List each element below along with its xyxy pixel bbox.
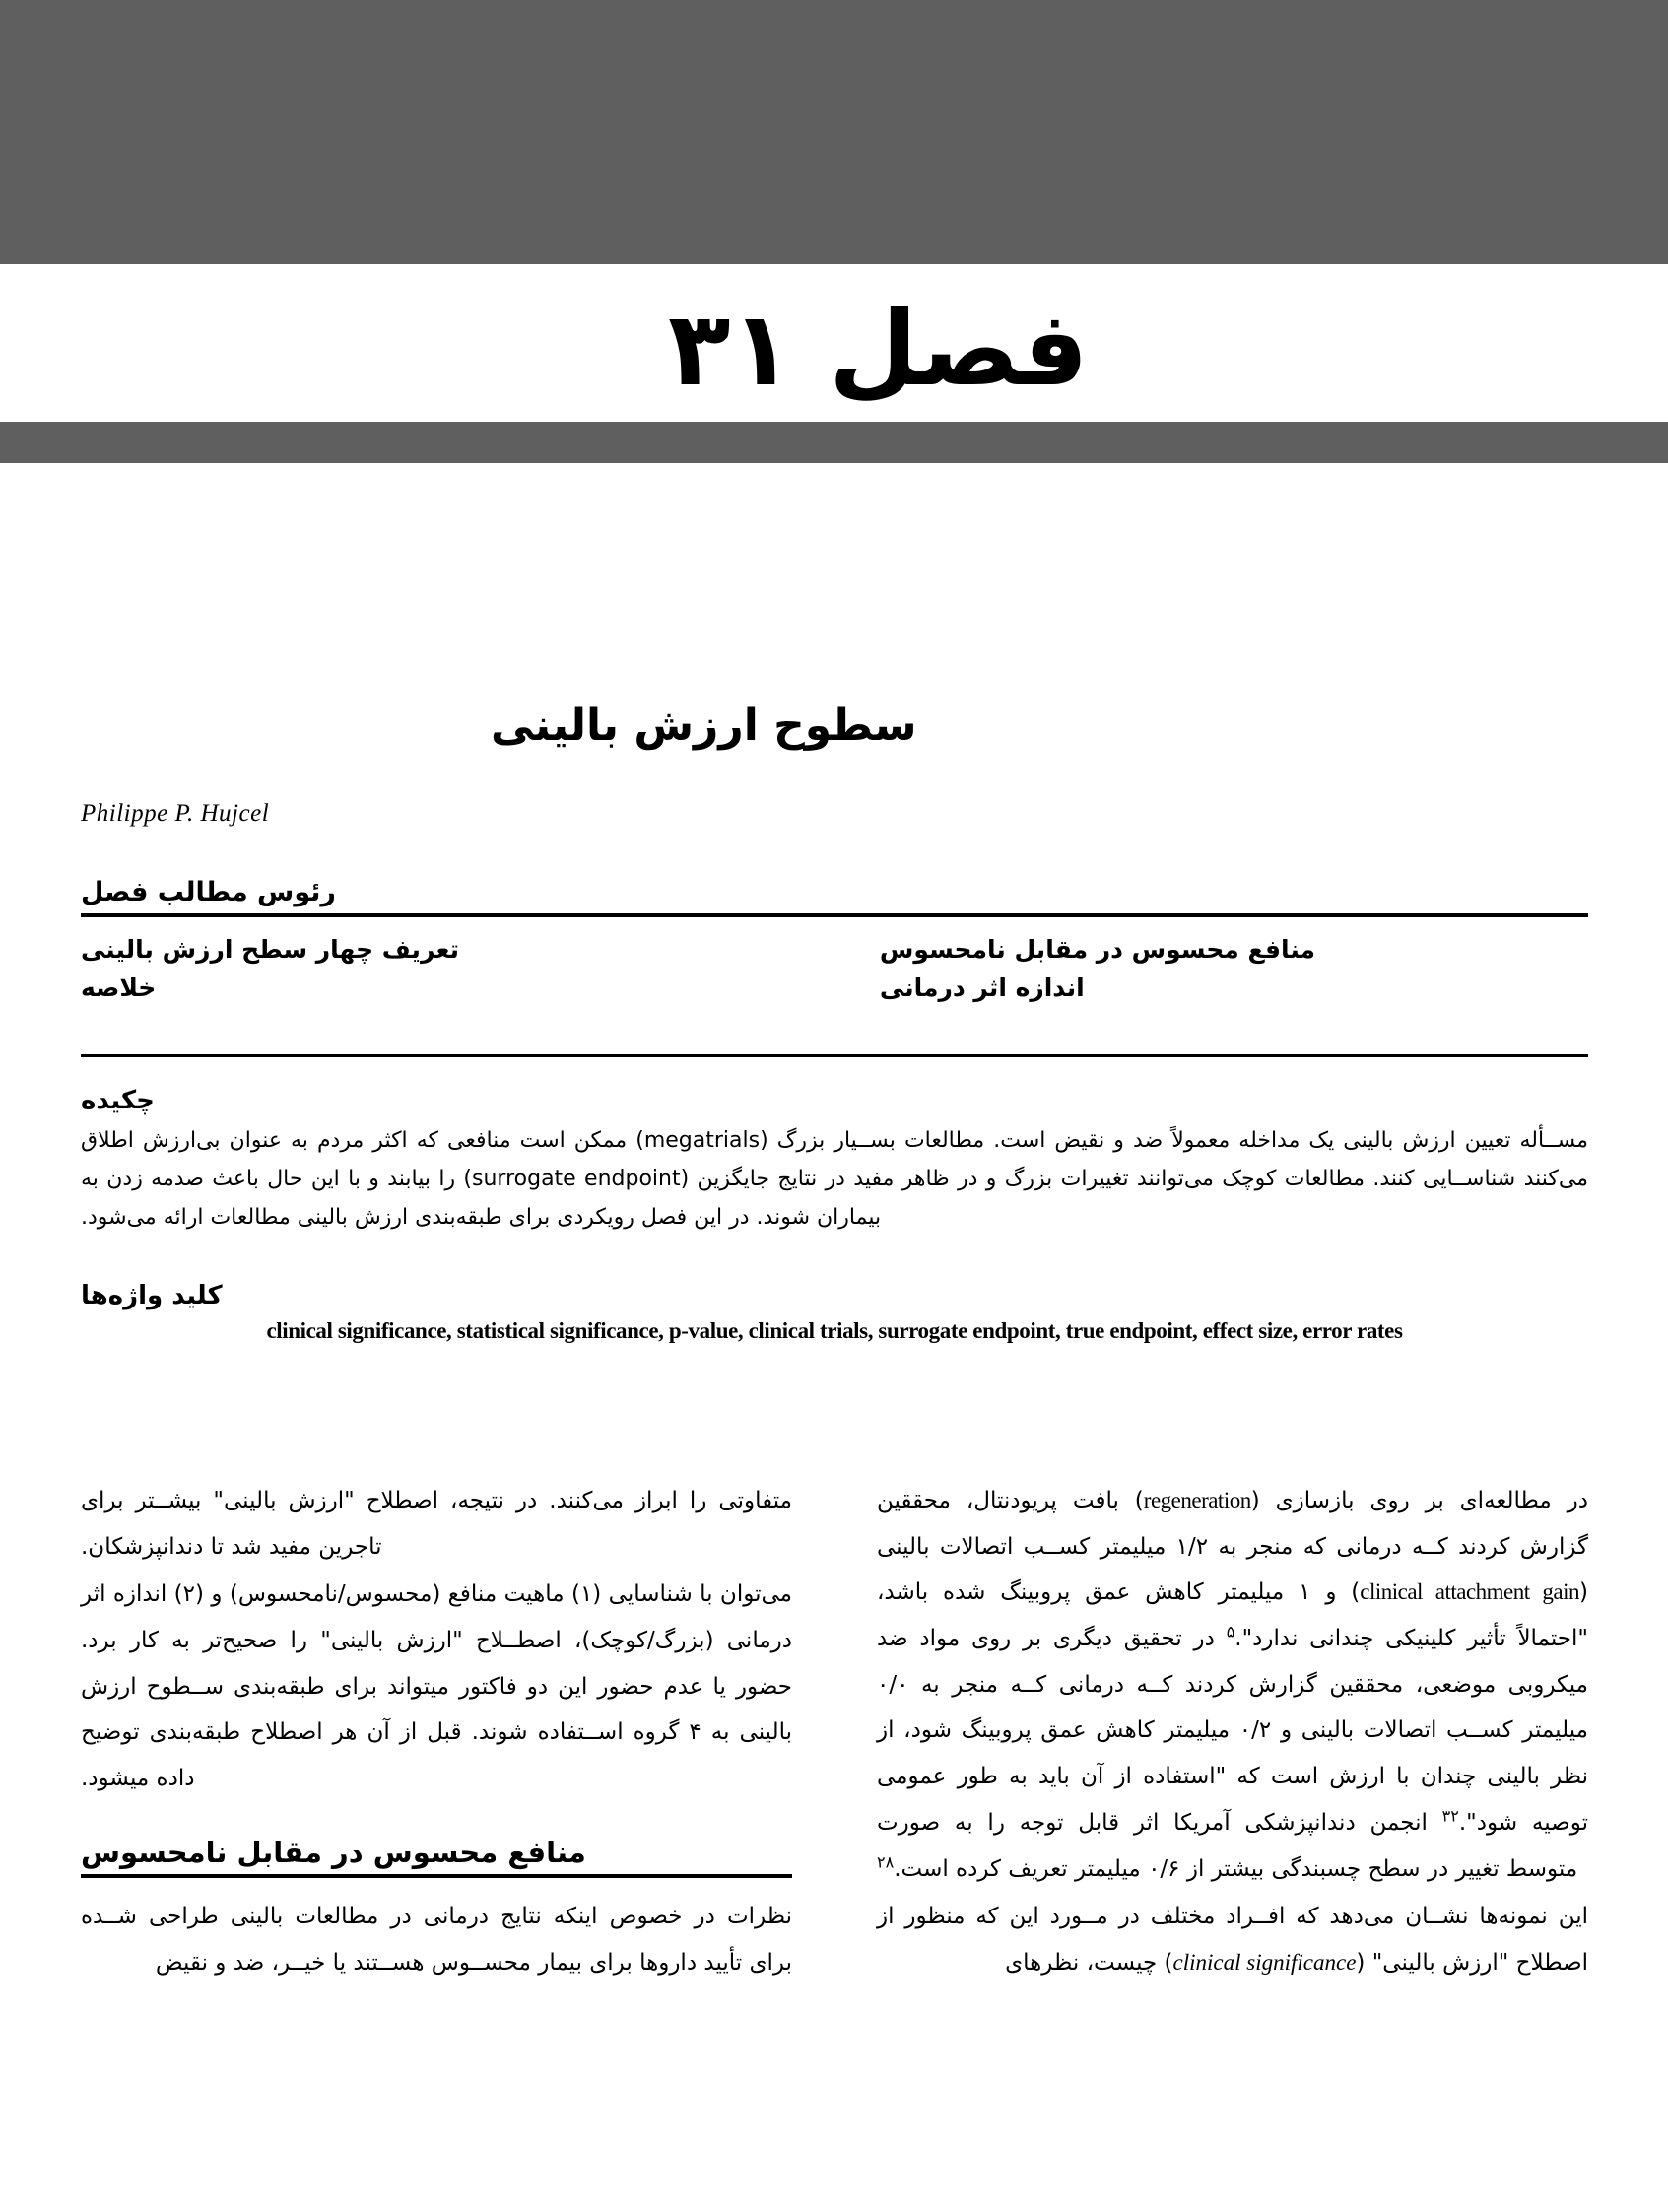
- outline-item-summary: خلاصه: [81, 972, 157, 1002]
- chapter-number: فصل ۳۱: [668, 289, 1089, 409]
- abstract-section: [81, 1086, 1588, 1237]
- keywords-list: clinical significance, statistical significance, p-value, clinical trials, surrogate endpoint, true endpoint, effect size, error rates: [266, 1318, 1403, 1343]
- abstract-heading: چکیده: [81, 1086, 155, 1115]
- abstract-body: [81, 1121, 1588, 1237]
- body-paragraph-4: می‌توان با شناسایی (۱) ماهیت منافع (محسوس/نامحسوس) و (۲) اندازه اثر درمانی (بزرگ/کوچک)، اصطــلاح "ارزش بالینی" را صحیح‌تر به کار برد. حضور یا عدم حضور این دو فاکتور میتواند برای طبقه‌بندی ســطوح ارزش بالینی به ۴ گروه اســتفاده شوند. قبل از آن هر اصطلاح طبقه‌بندی توضیح داده میشود.: [81, 1581, 792, 1792]
- body-columns: [81, 1478, 1588, 2168]
- reference-marker-28: ۲۸: [877, 1851, 895, 1871]
- page-title: سطوح ارزش بالینی: [491, 701, 917, 751]
- outline-item-treatment-effect-size: اندازه اثر درمانی: [879, 972, 1085, 1002]
- outline-columns: [81, 931, 1588, 1008]
- para1-seg-a: در مطالعه‌ای بر روی بازسازی (: [1250, 1488, 1588, 1513]
- body-paragraph-1: [877, 1478, 1588, 1892]
- chapter-outline-heading: رئوس مطالب فصل: [81, 877, 336, 907]
- body-column-right: [877, 1478, 1588, 2168]
- author-name: Philippe P. Hujcel: [81, 800, 270, 827]
- para1-seg-d: در تحقیق دیگری بر روی مواد ضد میکروبی موضعی، محققین گزارش کردند کــه درمانی کــه منجر به ۰/۰ میلیمتر کســب اتصالات بالینی و ۰/۲ میلیمتر کاهش عمق پروبینگ شود، از نظر بالینی چندان با ارزش است که "استفاده از آن باید به طور عمومی توصیه شود".: [877, 1626, 1588, 1836]
- body-paragraph-3: متفاوتی را ابراز می‌کنند. در نتیجه، اصطلاح "ارزش بالینی" بیشــتر برای تاجرین مفید شد تا دندانپزشکان.: [81, 1488, 792, 1560]
- outline-column-right: [880, 931, 1588, 1008]
- chapter-outline: [81, 877, 1588, 1008]
- keywords-heading: کلید واژه‌ها: [81, 1281, 223, 1310]
- section-heading-tangible-vs-intangible: منافع محسوس در مقابل نامحسوس: [81, 1835, 586, 1869]
- top-gray-band: [0, 0, 1668, 264]
- outline-item-tangible-vs-intangible: منافع محسوس در مقابل نامحسوس: [879, 935, 1316, 964]
- para1-seg-e: انجمن دندانپزشکی آمریکا اثر قابل توجه را به صورت متوسط تغییر در سطح چسبندگی بیشتر از ۰/۶ میلیمتر تعریف کرده است.: [877, 1809, 1578, 1882]
- reference-marker-5: ۵: [1226, 1622, 1235, 1642]
- outline-top-rule: [81, 913, 1588, 917]
- term-clinical-attachment-gain: clinical attachment gain: [1360, 1579, 1580, 1605]
- abstract-line-1: مســأله تعیین ارزش بالینی یک مداخله معمولاً ضد و نقیض است. مطالعات بســیار بزرگ (megatrials) ممکن است منافعی که اکثر مردم به عنوان بی‌ارزش اطلاق: [81, 1128, 1588, 1153]
- outline-bottom-rule: [81, 1054, 1588, 1057]
- term-clinical-significance: clinical significance: [1172, 1949, 1357, 1975]
- keywords-section: [81, 1281, 1588, 1344]
- term-regeneration: regeneration: [1143, 1488, 1251, 1512]
- reference-marker-32: ۳۲: [1441, 1806, 1459, 1826]
- body-paragraph-2: [877, 1894, 1588, 1985]
- abstract-line-2: می‌کنند شناســایی کنند. مطالعات کوچک می‌توانند تغییرات بزرگ و در ظاهر مفید در نتایج جایگزین (surrogate endpoint) را بیابند و با این حال باعث صدمه: [151, 1167, 1588, 1192]
- para2-seg-a: این نمونه‌ها نشــان می‌دهد که افــراد مختلف در مــورد این که منظور از اصطلاح "ارزش بالینی" (: [877, 1904, 1588, 1976]
- divider-gray-band: [0, 422, 1668, 463]
- para1-seg-c: ) و ۱ میلیمتر کاهش عمق پروبینگ شده باشد، "احتمالاً تأثیر کلینیکی چندانی ندارد".: [877, 1579, 1588, 1652]
- para1-seg-b: ) بافت پریودنتال، محققین گزارش کردند کــه درمانی که منجر به ۱/۲ میلیمتر کســب اتصالات بالینی (: [877, 1488, 1589, 1606]
- para2-seg-b: ) چیست، نظرهای: [1005, 1949, 1173, 1976]
- body-column-left: [81, 1478, 792, 2168]
- abstract-line-3: زدن به بیماران شوند. در این فصل رویکردی برای طبقه‌بندی ارزش بالینی مطالعات ارائه می‌شود.: [81, 1167, 882, 1231]
- body-paragraph-5: نظرات در خصوص اینکه نتایج درمانی در مطالعات بالینی طراحی شــده برای تأیید داروها برای بیمار محســوس هســتند یا خیــر، ضد و نقیض: [81, 1903, 792, 1976]
- outline-column-left: [81, 931, 789, 1008]
- section-heading-rule: [81, 1874, 792, 1878]
- outline-item-four-levels-definition: تعریف چهار سطح ارزش بالینی: [81, 935, 459, 964]
